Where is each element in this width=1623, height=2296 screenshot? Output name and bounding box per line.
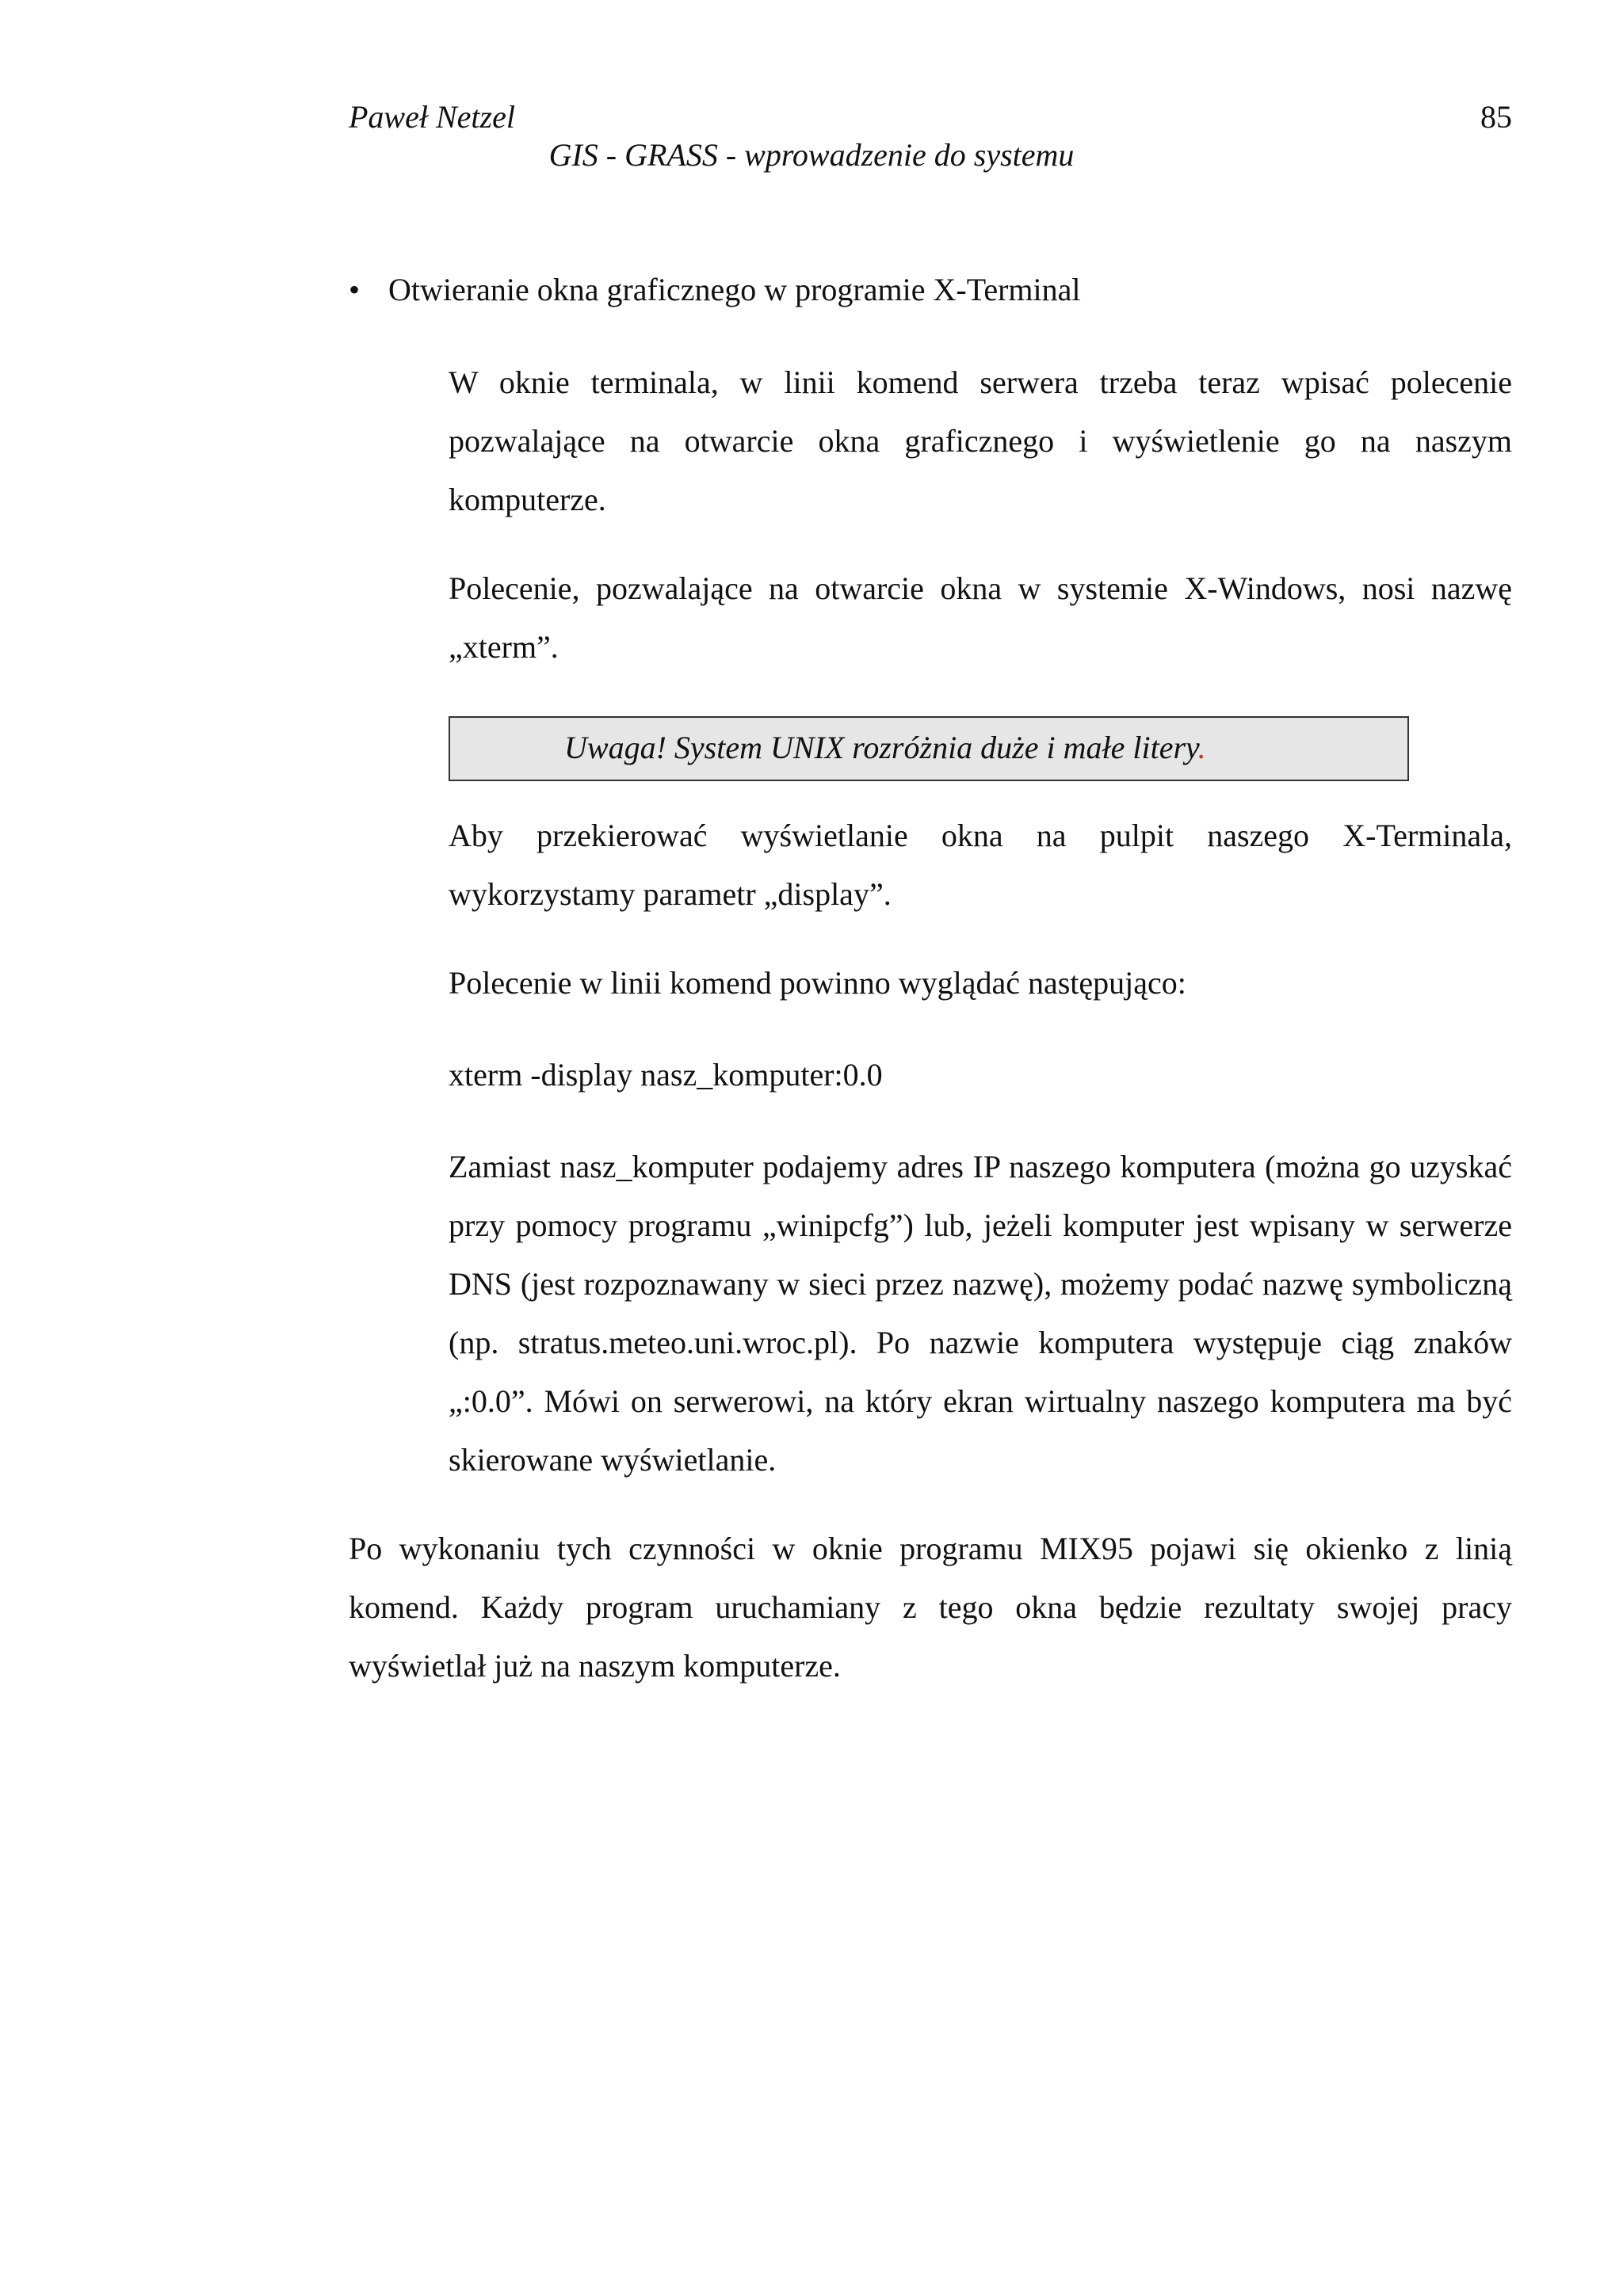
bullet-item — [349, 269, 1081, 311]
paragraph-terminal-instructions: W oknie terminala, w linii komend serwera trzeba teraz wpisać polecenie pozwalające na otwarcie okna graficznego i wyświetlenie go na naszym komputerze. — [449, 364, 1512, 517]
bullet-text: Otwieranie okna graficznego w programie X-Terminal — [388, 272, 1081, 307]
paragraph-command-intro: Polecenie w linii komend powinno wyglądać następująco: — [449, 965, 1186, 1001]
note-text — [564, 727, 1206, 769]
bullet-icon: • — [349, 272, 361, 307]
page-number: 85 — [1480, 99, 1512, 135]
note-text-main: Uwaga! System UNIX rozróżnia duże i małe litery — [564, 730, 1198, 765]
header-author: Paweł Netzel — [349, 99, 515, 135]
note-box — [449, 716, 1409, 781]
header-book-title: GIS - GRASS - wprowadzenie do systemu — [548, 137, 1075, 173]
command-line-example: xterm -display nasz_komputer:0.0 — [449, 1057, 883, 1093]
paragraph-ip-address: Zamiast nasz_komputer podajemy adres IP naszego komputera (można go uzyskać przy pomocy programu „winipcfg”) lub, jeżeli komputer jest wpisany w serwerze DNS (jest rozpoznawany w sieci przez nazwę), możemy podać nazwę symboliczną (np. stratus.meteo.uni.wroc.pl). Po nazwie komputera występuje ciąg znaków „:0.0”. Mówi on serwerowi, na który ekran wirtualny naszego komputera ma być skierowane wyświetlanie. — [449, 1149, 1512, 1478]
paragraph-result: Po wykonaniu tych czynności w oknie programu MIX95 pojawi się okienko z linią komend. Każdy program uruchamiany z tego okna będzie rezultaty swojej pracy wyświetlał już na naszym komputerze. — [349, 1531, 1512, 1684]
note-text-end: . — [1197, 730, 1206, 765]
paragraph-display-param: Aby przekierować wyświetlanie okna na pulpit naszego X-Terminala, wykorzystamy parametr „display”. — [449, 818, 1512, 912]
paragraph-xterm-name: Polecenie, pozwalające na otwarcie okna w systemie X-Windows, nosi nazwę „xterm”. — [449, 570, 1512, 665]
